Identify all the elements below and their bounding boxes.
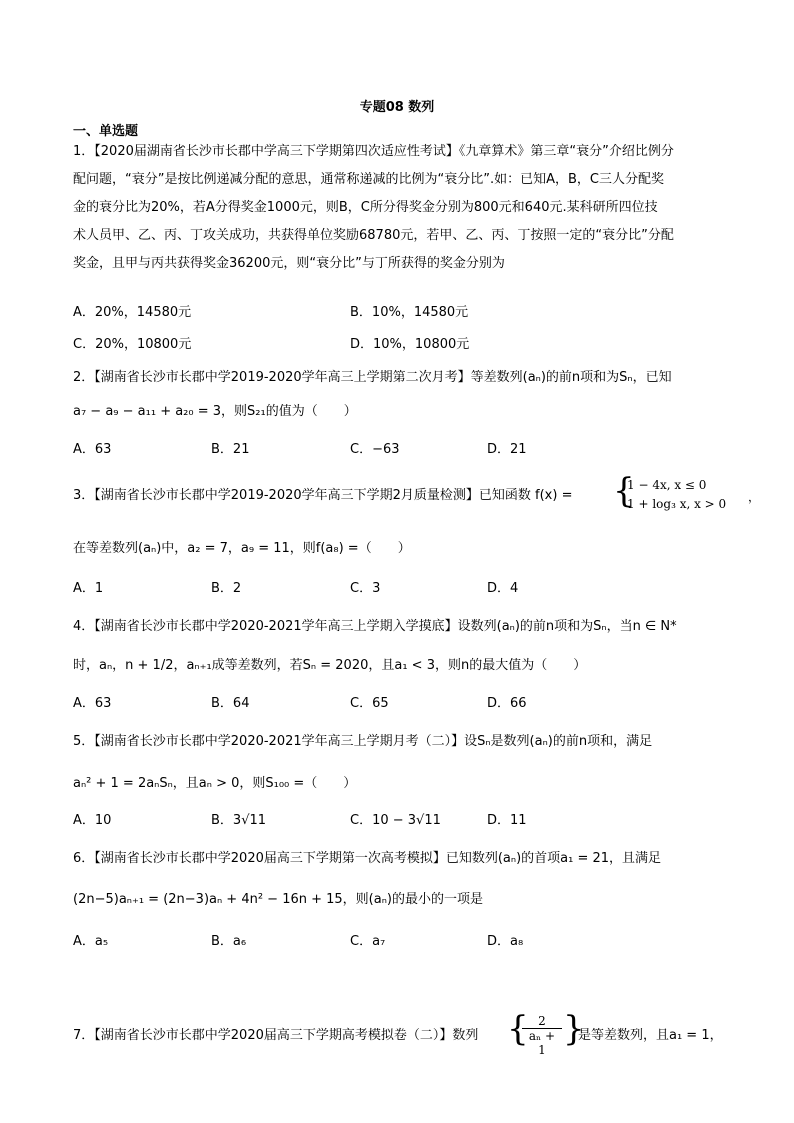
piecewise-brace: { [613,471,635,511]
q1-option-d: D．10%，10800元 [350,337,470,352]
q5-option-b: B．3√11 [211,813,267,828]
q2-line-2: a₇ − a₉ − a₁₁ + a₂₀ = 3，则S₂₁的值为（ ） [73,404,357,419]
q4-line-2: 时，aₙ，n + 1/2，aₙ₊₁成等差数列，若Sₙ = 2020，且a₁ < 3，则n的最大值为（ ） [73,658,587,673]
q5-option-c: C．10 − 3√11 [350,813,441,828]
q3-line-1: 3．【湖南省长沙市长郡中学2019-2020学年高三下学期2月质量检测】已知函数 f(x) = [73,488,573,503]
q1-line-3: 金的衰分比为20%，若A分得奖金1000元，则B，C所分得奖金分别为800元和640元.某科研所四位技 [73,200,658,215]
q1-line-4: 术人员甲、乙、丙、丁攻关成功，共获得单位奖励68780元，若甲、乙、丙、丁按照一定的“衰分比”分配 [73,228,674,243]
q1-option-b: B．10%，14580元 [350,305,469,320]
q4-option-c: C．65 [350,696,389,711]
q2-line-1: 2．【湖南省长沙市长郡中学2019-2020学年高三上学期第二次月考】等差数列(aₙ)的前n项和为Sₙ，已知 [73,370,672,385]
q2-option-a: A．63 [73,442,112,457]
q1-option-c: C．20%，10800元 [73,337,192,352]
q3-option-d: D．4 [487,581,519,596]
q4-option-d: D．66 [487,696,527,711]
q6-option-a: A．a₅ [73,934,109,949]
set-brace-right: } [563,1009,585,1049]
q6-option-c: C．a₇ [350,934,386,949]
piecewise-case-2: 1 + log₃ x, x > 0 [627,497,727,511]
q7-fraction [522,1014,562,1057]
fraction-denominator: aₙ + 1 [528,1029,556,1057]
page-title: 专题08 数列 [359,100,435,115]
fraction-numerator: 2 [522,1014,562,1029]
q1-line-5: 奖金，且甲与丙共获得奖金36200元，则“衰分比”与丁所获得的奖金分别为 [73,256,505,271]
q2-option-c: C．−63 [350,442,400,457]
piecewise-case-1: 1 − 4x, x ≤ 0 [627,478,707,492]
q1-line-2: 配问题，“衰分”是按比例递减分配的意思，通常称递减的比例为“衰分比”.如：已知A，B，C三人分配奖 [73,172,664,187]
q7-line-1b: 是等差数列，且a₁ = 1， [578,1028,723,1043]
q3-option-c: C．3 [350,581,381,596]
q4-option-b: B．64 [211,696,250,711]
q3-comma: ， [748,490,761,504]
set-brace-left: { [507,1009,529,1049]
q7-line-1a: 7．【湖南省长沙市长郡中学2020届高三下学期高考模拟卷（二）】数列 [73,1028,479,1043]
q5-line-2: aₙ² + 1 = 2aₙSₙ，且aₙ > 0，则S₁₀₀ =（ ） [73,776,357,791]
q3-line-2: 在等差数列(aₙ)中，a₂ = 7，a₉ = 11，则f(a₈) =（ ） [73,541,411,556]
q1-option-a: A．20%，14580元 [73,305,192,320]
section-heading: 一、单选题 [73,124,139,139]
q5-line-1: 5．【湖南省长沙市长郡中学2020-2021学年高三上学期月考（二）】设Sₙ是数列(aₙ)的前n项和，满足 [73,734,653,749]
q5-option-d: D．11 [487,813,527,828]
q3-option-a: A．1 [73,581,104,596]
q6-line-2: (2n−5)aₙ₊₁ = (2n−3)aₙ + 4n² − 16n + 15，则(aₙ)的最小的一项是 [73,892,483,907]
q4-option-a: A．63 [73,696,112,711]
q2-option-d: D．21 [487,442,527,457]
q3-option-b: B．2 [211,581,242,596]
q4-line-1: 4．【湖南省长沙市长郡中学2020-2021学年高三上学期入学摸底】设数列(aₙ)的前n项和为Sₙ，当n ∈ N* [73,619,677,634]
q6-option-b: B．a₆ [211,934,247,949]
q6-option-d: D．a₈ [487,934,524,949]
q2-option-b: B．21 [211,442,250,457]
q5-option-a: A．10 [73,813,112,828]
q1-line-1: 1．【2020届湖南省长沙市长郡中学高三下学期第四次适应性考试】《九章算术》第三章“衰分”介绍比例分 [73,144,674,159]
q6-line-1: 6．【湖南省长沙市长郡中学2020届高三下学期第一次高考模拟】已知数列(aₙ)的首项a₁ = 21，且满足 [73,851,662,866]
